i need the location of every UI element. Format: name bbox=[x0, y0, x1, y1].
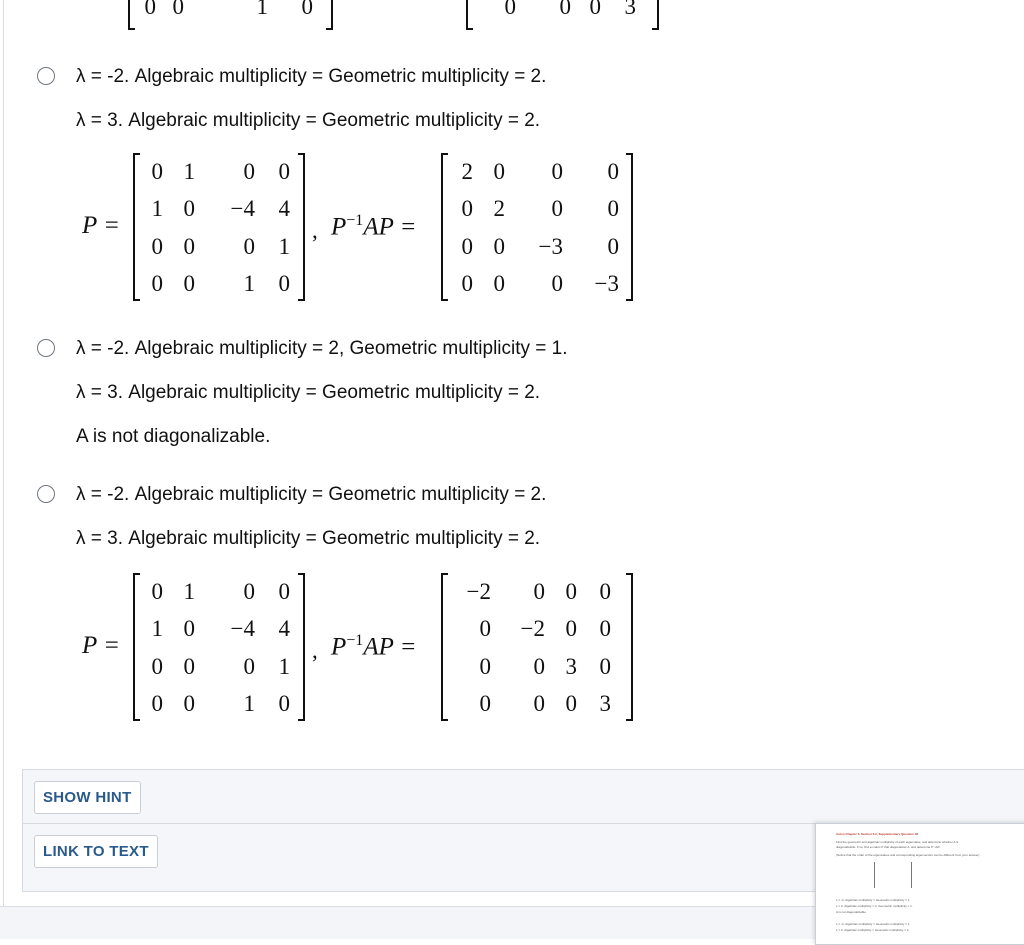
matrix-cell: 4 bbox=[278, 616, 290, 641]
pinv-label-exp: −1 bbox=[346, 632, 364, 649]
option-1-p-label: P = bbox=[82, 212, 120, 239]
matrix-cell: −2 bbox=[466, 579, 491, 604]
show-hint-button[interactable]: SHOW HINT bbox=[34, 781, 141, 814]
thumbnail-option: λ = -4. Algebraic multiplicity = Geometric multiplicity = 1. bbox=[836, 898, 911, 902]
matrix-cell: 0 bbox=[151, 159, 163, 184]
matrix-cell: 0 bbox=[504, 0, 516, 19]
matrix-cell: 0 bbox=[172, 0, 184, 19]
option-3-radio[interactable] bbox=[37, 485, 55, 503]
option-2-line-2: λ = 3. Algebraic multiplicity = Geometric multiplicity = 2. bbox=[76, 382, 541, 403]
option-3-p-matrix bbox=[133, 573, 305, 721]
matrix-cell: 0 bbox=[599, 654, 611, 679]
matrix-cell: 0 bbox=[559, 0, 571, 19]
thumbnail-option: λ = 3. Algebraic multiplicity = Geometric multiplicity = 2. bbox=[836, 928, 910, 932]
matrix-cell: 0 bbox=[551, 159, 563, 184]
matrix-cell: 1 bbox=[183, 579, 195, 604]
matrix-cell: 1 bbox=[278, 234, 290, 259]
option-2-line-3: A is not diagonalizable. bbox=[76, 426, 271, 447]
option-3-p-label: P = bbox=[82, 632, 120, 659]
matrix-cell: 1 bbox=[243, 691, 255, 716]
link-to-text-button[interactable]: LINK TO TEXT bbox=[34, 835, 158, 868]
thumbnail-question-line: diagonalizable. If so, find a matrix P that diagonalizes A, and determine P⁻¹AP. bbox=[836, 845, 941, 849]
matrix-cell: 0 bbox=[243, 159, 255, 184]
option-3-d-matrix bbox=[441, 573, 633, 721]
thumbnail-option: A is not diagonalizable. bbox=[836, 910, 867, 914]
option-1-radio[interactable] bbox=[37, 67, 55, 85]
thumbnail-matrix bbox=[874, 862, 912, 888]
matrix-cell: −3 bbox=[538, 234, 563, 259]
thumbnail-question-line: Find the geometric and algebraic multiplicity of each eigenvalue, and determine whether A is bbox=[836, 840, 959, 844]
matrix-cell: 0 bbox=[183, 654, 195, 679]
matrix-cell: 0 bbox=[278, 159, 290, 184]
matrix-cell: 0 bbox=[551, 271, 563, 296]
matrix-cell: 3 bbox=[624, 0, 636, 19]
matrix-cell: 0 bbox=[479, 691, 491, 716]
matrix-cell: 0 bbox=[151, 654, 163, 679]
matrix-cell: 0 bbox=[183, 196, 195, 221]
matrix-cell: 0 bbox=[183, 234, 195, 259]
matrix-cell: 4 bbox=[278, 196, 290, 221]
matrix-cell: 0 bbox=[151, 271, 163, 296]
matrix-cell: 0 bbox=[533, 654, 545, 679]
matrix-cell: 2 bbox=[461, 159, 473, 184]
matrix-cell: 3 bbox=[565, 654, 577, 679]
matrix-cell: 0 bbox=[479, 616, 491, 641]
matrix-cell: 0 bbox=[607, 196, 619, 221]
option-2-line-1: λ = -2. Algebraic multiplicity = 2, Geometric multiplicity = 1. bbox=[76, 338, 568, 359]
matrix-cell: 1 bbox=[256, 0, 268, 19]
option-3-line-2: λ = 3. Algebraic multiplicity = Geometric multiplicity = 2. bbox=[76, 528, 541, 549]
matrix-cell: 0 bbox=[479, 654, 491, 679]
pinv-label-rest: AP = bbox=[363, 213, 417, 241]
thumbnail-option: λ = -4. Algebraic multiplicity = Geometric multiplicity = 1. bbox=[836, 922, 911, 926]
matrix-cell: 0 bbox=[144, 0, 156, 19]
comma-separator: , bbox=[312, 218, 318, 243]
matrix-cell: 1 bbox=[151, 196, 163, 221]
matrix-cell: 0 bbox=[607, 159, 619, 184]
matrix-cell: 0 bbox=[493, 271, 505, 296]
matrix-cell: 0 bbox=[151, 691, 163, 716]
frame-left-border bbox=[3, 0, 4, 906]
matrix-cell: 0 bbox=[599, 616, 611, 641]
matrix-cell: 0 bbox=[301, 0, 313, 19]
matrix-cell: 0 bbox=[493, 234, 505, 259]
matrix-cell: −3 bbox=[594, 271, 619, 296]
matrix-cell: 0 bbox=[461, 234, 473, 259]
matrix-cell: 0 bbox=[243, 234, 255, 259]
matrix-cell: 3 bbox=[599, 691, 611, 716]
option-1-d-matrix bbox=[441, 153, 633, 301]
matrix-cell: 1 bbox=[243, 271, 255, 296]
matrix-cell: 0 bbox=[589, 0, 601, 19]
matrix-cell: 0 bbox=[461, 196, 473, 221]
matrix-cell: 0 bbox=[278, 691, 290, 716]
matrix-cell: 0 bbox=[461, 271, 473, 296]
matrix-cell: 0 bbox=[278, 271, 290, 296]
matrix-cell: 0 bbox=[533, 579, 545, 604]
pinv-label-exp: −1 bbox=[346, 212, 364, 229]
pinv-label-p: P bbox=[331, 213, 347, 241]
top-partial-matrix-left bbox=[128, 0, 333, 30]
option-1-pinv-ap-label bbox=[331, 212, 417, 241]
matrix-cell: 1 bbox=[278, 654, 290, 679]
matrix-cell: −2 bbox=[520, 616, 545, 641]
matrix-cell: 0 bbox=[243, 579, 255, 604]
matrix-cell: 0 bbox=[493, 159, 505, 184]
matrix-cell: 0 bbox=[278, 579, 290, 604]
matrix-cell: 0 bbox=[151, 579, 163, 604]
thumbnail-title: Anton Chapter 5, Section 5.2, Supplementary Question 02 bbox=[836, 832, 919, 836]
pinv-label-p: P bbox=[331, 633, 347, 661]
matrix-cell: 0 bbox=[533, 691, 545, 716]
option-3-pinv-ap-label bbox=[331, 632, 417, 661]
matrix-cell: 0 bbox=[183, 691, 195, 716]
thumbnail-note: (Notice that the order of the eigenvalues and corresponding eigenvectors can be different from your answer) bbox=[836, 853, 980, 857]
thumbnail-option: λ = 3. Algebraic multiplicity = 2, Geometric multiplicity = 1. bbox=[836, 904, 913, 908]
matrix-cell: 0 bbox=[565, 616, 577, 641]
matrix-cell: −4 bbox=[230, 196, 255, 221]
pinv-label-rest: AP = bbox=[363, 633, 417, 661]
matrix-cell: 0 bbox=[565, 691, 577, 716]
matrix-cell: 0 bbox=[243, 654, 255, 679]
matrix-cell: −4 bbox=[230, 616, 255, 641]
matrix-cell: 0 bbox=[565, 579, 577, 604]
top-partial-matrix-right bbox=[466, 0, 659, 30]
option-1-p-matrix bbox=[133, 153, 305, 301]
matrix-cell: 0 bbox=[183, 616, 195, 641]
option-3-line-1: λ = -2. Algebraic multiplicity = Geometric multiplicity = 2. bbox=[76, 484, 547, 505]
option-1-line-2: λ = 3. Algebraic multiplicity = Geometric multiplicity = 2. bbox=[76, 110, 541, 131]
matrix-cell: 0 bbox=[151, 234, 163, 259]
matrix-cell: 2 bbox=[493, 196, 505, 221]
matrix-cell: 0 bbox=[599, 579, 611, 604]
matrix-cell: 1 bbox=[183, 159, 195, 184]
question-thumbnail-preview[interactable] bbox=[815, 823, 1024, 945]
option-2-radio[interactable] bbox=[37, 339, 55, 357]
comma-separator: , bbox=[312, 638, 318, 663]
matrix-cell: 0 bbox=[607, 234, 619, 259]
matrix-cell: 1 bbox=[151, 616, 163, 641]
option-1-line-1: λ = -2. Algebraic multiplicity = Geometric multiplicity = 2. bbox=[76, 66, 547, 87]
matrix-cell: 0 bbox=[183, 271, 195, 296]
matrix-cell: 0 bbox=[551, 196, 563, 221]
